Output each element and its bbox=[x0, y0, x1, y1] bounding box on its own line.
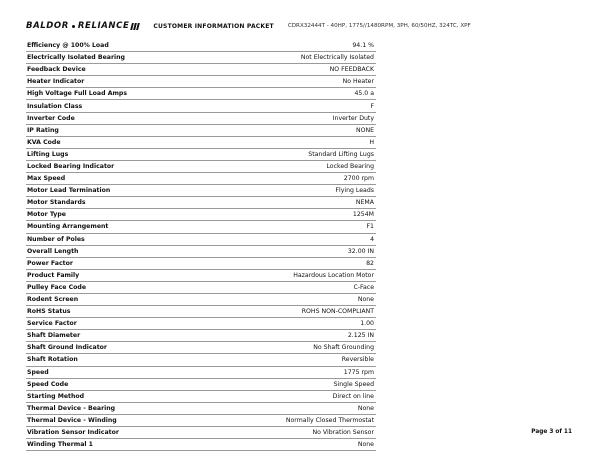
spec-value: F bbox=[370, 102, 374, 110]
spec-label: Overall Length bbox=[27, 247, 79, 255]
spec-value: Locked Bearing bbox=[326, 162, 374, 170]
spec-value: 82 bbox=[366, 259, 374, 267]
table-row bbox=[26, 185, 376, 197]
table-row bbox=[26, 391, 376, 403]
spec-value: None bbox=[357, 441, 374, 449]
page-number: Page 3 of 11 bbox=[531, 429, 572, 435]
spec-value: C-Face bbox=[353, 283, 374, 291]
table-row bbox=[26, 318, 376, 330]
spec-value: Direct on line bbox=[332, 392, 374, 400]
spec-value: F1 bbox=[366, 223, 374, 231]
table-row bbox=[26, 270, 376, 282]
table-row bbox=[26, 88, 376, 100]
logo-baldor-text: BALDOR bbox=[26, 21, 69, 31]
table-row bbox=[26, 113, 376, 125]
spec-label: Heater Indicator bbox=[27, 78, 85, 86]
spec-label: Max Speed bbox=[27, 175, 66, 183]
spec-value: 45.0 a bbox=[354, 90, 374, 98]
spec-label: Thermal Device - Winding bbox=[27, 416, 117, 424]
spec-value: None bbox=[357, 296, 374, 304]
table-row bbox=[26, 100, 376, 112]
spec-label: Number of Poles bbox=[27, 235, 85, 243]
spec-label: Electrically Isolated Bearing bbox=[27, 54, 125, 62]
spec-label: Inverter Code bbox=[27, 114, 75, 122]
spec-label: High Voltage Full Load Amps bbox=[27, 90, 128, 98]
spec-value: Inverter Duty bbox=[332, 114, 374, 122]
table-row bbox=[26, 330, 376, 342]
spec-label: Lifting Lugs bbox=[27, 150, 69, 158]
spec-value: Single Speed bbox=[333, 380, 374, 388]
spec-label: Motor Standards bbox=[27, 199, 86, 207]
spec-label: KVA Code bbox=[27, 138, 61, 146]
spec-label: Service Factor bbox=[27, 320, 77, 328]
spec-value: Reversible bbox=[341, 356, 374, 364]
spec-value: 1254M bbox=[352, 211, 374, 219]
spec-label: Speed bbox=[27, 368, 49, 376]
table-row bbox=[26, 354, 376, 366]
spec-label: Feedback Device bbox=[27, 66, 86, 74]
spec-value: Hazardous Location Motor bbox=[293, 271, 374, 279]
table-row bbox=[26, 246, 376, 258]
spec-label: Thermal Device - Bearing bbox=[27, 404, 116, 412]
table-row bbox=[26, 221, 376, 233]
spec-value: 32.00 IN bbox=[347, 247, 374, 255]
table-row bbox=[26, 439, 376, 451]
spec-label: Winding Thermal 1 bbox=[27, 441, 93, 449]
logo-reliance-text: RELIANCE bbox=[77, 21, 130, 31]
table-row bbox=[26, 149, 376, 161]
spec-value: Standard Lifting Lugs bbox=[308, 150, 374, 158]
table-row bbox=[26, 258, 376, 270]
table-row bbox=[26, 137, 376, 149]
spec-label: Insulation Class bbox=[27, 102, 83, 110]
spec-label: Product Family bbox=[27, 271, 80, 279]
spec-label: Speed Code bbox=[27, 380, 69, 388]
spec-value: None bbox=[357, 404, 374, 412]
table-row bbox=[26, 234, 376, 246]
spec-value: Not Electrically Isolated bbox=[300, 54, 374, 62]
spec-value: No Shaft Grounding bbox=[313, 344, 374, 352]
spec-value: H bbox=[369, 138, 374, 146]
packet-title: CUSTOMER INFORMATION PACKET bbox=[153, 22, 274, 30]
spec-value: 2700 rpm bbox=[343, 175, 374, 183]
table-row bbox=[26, 40, 376, 52]
catalog-description: CDRX32444T - 40HP, 1775//1480RPM, 3PH, 60/50HZ, 324TC, XPF bbox=[287, 23, 471, 29]
spec-label: Rodent Screen bbox=[27, 296, 79, 304]
spec-label: Shaft Rotation bbox=[27, 356, 78, 364]
spec-value: NEMA bbox=[355, 199, 374, 207]
spec-label: RoHS Status bbox=[27, 308, 71, 316]
spec-value: No Vibration Sensor bbox=[312, 429, 374, 437]
spec-value: No Heater bbox=[342, 78, 374, 86]
spec-label: Shaft Diameter bbox=[27, 332, 81, 340]
table-row bbox=[26, 161, 376, 173]
page-header bbox=[26, 18, 590, 34]
table-row bbox=[26, 403, 376, 415]
spec-label: Starting Method bbox=[27, 392, 85, 400]
spec-value: 1775 rpm bbox=[343, 368, 374, 376]
table-row bbox=[26, 342, 376, 354]
spec-value: ROHS NON-COMPLIANT bbox=[301, 308, 374, 316]
spec-value: Flying Leads bbox=[335, 187, 374, 195]
spec-label: IP Rating bbox=[27, 126, 59, 134]
spec-label: Motor Type bbox=[27, 211, 66, 219]
spec-value: NONE bbox=[355, 126, 374, 134]
spec-value: 94.1 % bbox=[352, 42, 374, 50]
table-row bbox=[26, 197, 376, 209]
company-logo bbox=[26, 21, 139, 31]
spec-value: Normally Closed Thermostat bbox=[285, 416, 374, 424]
spec-value: 1.00 bbox=[360, 320, 374, 328]
table-row bbox=[26, 282, 376, 294]
spec-label: Pulley Face Code bbox=[27, 283, 87, 291]
spec-label: Locked Bearing Indicator bbox=[27, 162, 115, 170]
table-row bbox=[26, 173, 376, 185]
spec-label: Motor Lead Termination bbox=[27, 187, 111, 195]
table-row bbox=[26, 306, 376, 318]
spec-label: Shaft Ground Indicator bbox=[27, 344, 107, 352]
spec-label: Power Factor bbox=[27, 259, 73, 267]
table-row bbox=[26, 76, 376, 88]
logo-stripes-icon bbox=[130, 23, 140, 30]
spec-value: NO FEEDBACK bbox=[329, 66, 374, 74]
table-row bbox=[26, 427, 376, 439]
table-row bbox=[26, 367, 376, 379]
spec-label: Efficiency @ 100% Load bbox=[27, 42, 109, 50]
spec-value: 2.125 IN bbox=[347, 332, 374, 340]
table-row bbox=[26, 209, 376, 221]
spec-label: Mounting Arrangement bbox=[27, 223, 109, 231]
logo-separator-dot bbox=[72, 25, 75, 28]
table-row bbox=[26, 125, 376, 137]
table-row bbox=[26, 379, 376, 391]
table-row bbox=[26, 52, 376, 64]
table-row bbox=[26, 294, 376, 306]
spec-value: 4 bbox=[370, 235, 374, 243]
table-row bbox=[26, 64, 376, 76]
specifications-table bbox=[26, 40, 376, 451]
spec-label: Vibration Sensor Indicator bbox=[27, 429, 119, 437]
table-row bbox=[26, 415, 376, 427]
